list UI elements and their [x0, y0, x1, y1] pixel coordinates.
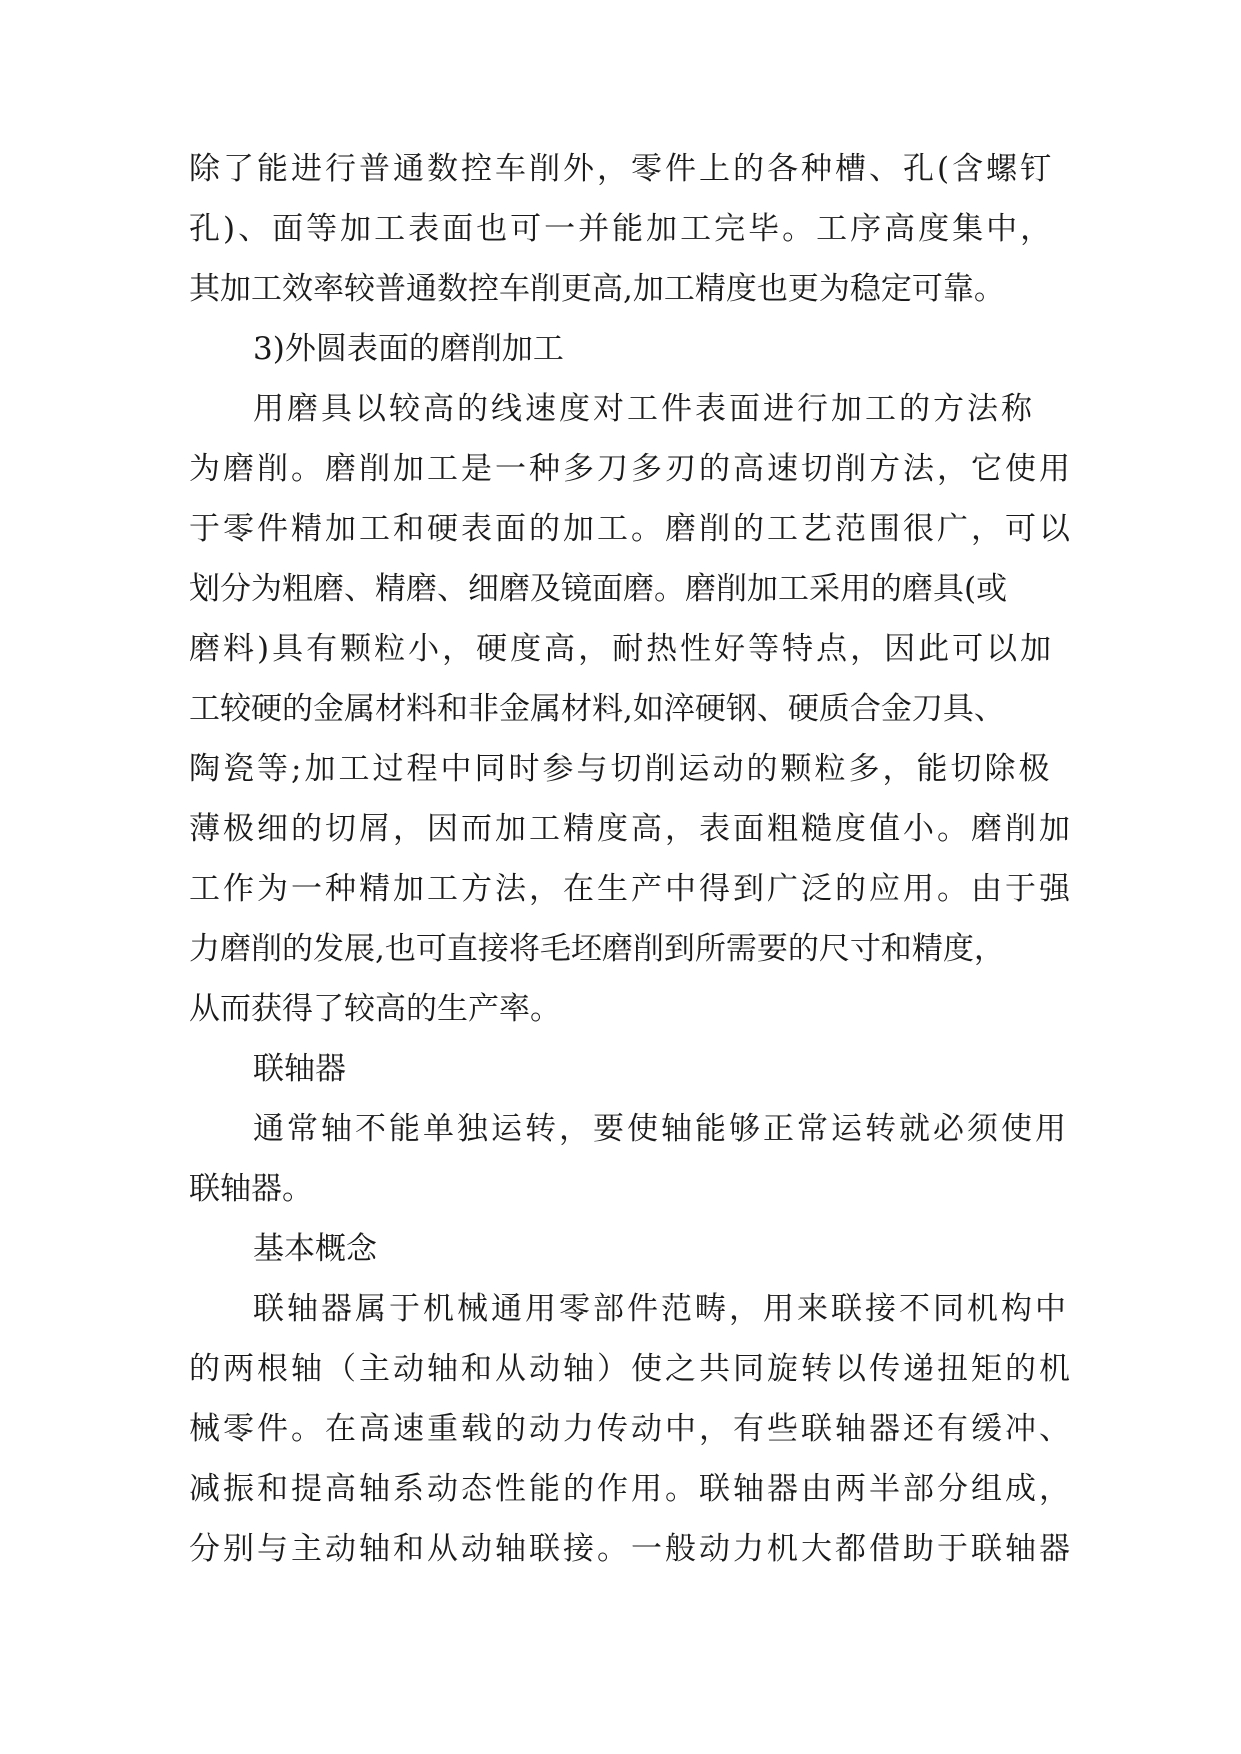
paragraph-line: 械零件。在高速重载的动力传动中，有些联轴器还有缓冲、	[189, 1411, 1073, 1447]
paragraph-line: 的两根轴（主动轴和从动轴）使之共同旋转以传递扭矩的机	[189, 1351, 1073, 1387]
paragraph-line: 分别与主动轴和从动轴联接。一般动力机大都借助于联轴器	[189, 1531, 1073, 1567]
paragraph-line: 磨料)具有颗粒小，硬度高，耐热性好等特点，因此可以加	[189, 631, 1055, 667]
paragraph-line: 联轴器。	[189, 1171, 313, 1207]
paragraph-line: 工较硬的金属材料和非金属材料,如淬硬钢、硬质合金刀具、	[189, 691, 1005, 727]
paragraph-line: 为磨削。磨削加工是一种多刀多刃的高速切削方法，它使用	[189, 451, 1073, 487]
paragraph-line: 划分为粗磨、精磨、细磨及镜面磨。磨削加工采用的磨具(或	[189, 571, 1008, 607]
section-heading: 联轴器	[253, 1051, 346, 1087]
paragraph-line: 通常轴不能单独运转，要使轴能够正常运转就必须使用	[253, 1111, 1069, 1147]
paragraph-line: 工作为一种精加工方法，在生产中得到广泛的应用。由于强	[189, 871, 1073, 907]
paragraph-line: 薄极细的切屑，因而加工精度高，表面粗糙度值小。磨削加	[189, 811, 1073, 847]
section-heading: 3)外圆表面的磨削加工	[253, 331, 564, 367]
paragraph-line: 减振和提高轴系动态性能的作用。联轴器由两半部分组成，	[189, 1471, 1073, 1507]
paragraph-line: 其加工效率较普通数控车削更高,加工精度也更为稳定可靠。	[189, 271, 1005, 307]
paragraph-line: 力磨削的发展,也可直接将毛坯磨削到所需要的尺寸和精度，	[189, 931, 1005, 967]
paragraph-line: 从而获得了较高的生产率。	[189, 991, 561, 1027]
paragraph-line: 孔)、面等加工表面也可一并能加工完毕。工序高度集中，	[189, 211, 1055, 247]
paragraph-line: 除了能进行普通数控车削外，零件上的各种槽、孔(含螺钉	[189, 151, 1055, 187]
paragraph-line: 于零件精加工和硬表面的加工。磨削的工艺范围很广，可以	[189, 511, 1073, 547]
section-heading: 基本概念	[253, 1231, 377, 1267]
paragraph-line: 用磨具以较高的线速度对工件表面进行加工的方法称	[253, 391, 1035, 427]
paragraph-line: 联轴器属于机械通用零部件范畴，用来联接不同机构中	[253, 1291, 1069, 1327]
paragraph-line: 陶瓷等;加工过程中同时参与切削运动的颗粒多，能切除极	[189, 751, 1053, 787]
